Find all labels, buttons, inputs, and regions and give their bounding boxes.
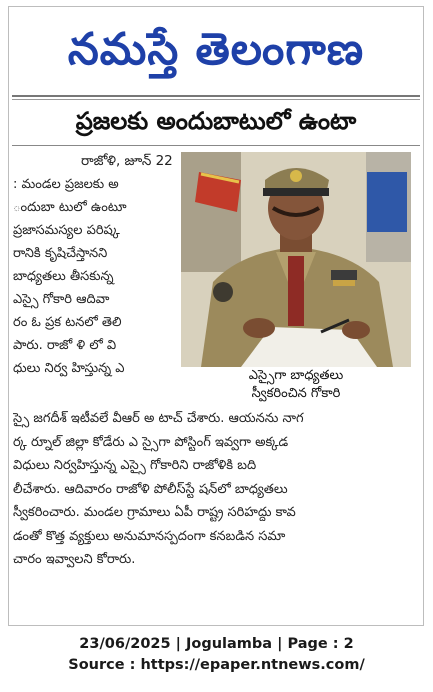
text-line: స్సై జగదీశ్ ఇటీవలే వీఆర్ అ టాచ్ చేశారు. ఆయనను నాగ	[13, 411, 304, 426]
text-line: ర్క ర్నూల్ జిల్లా కోడేరు ఎ స్సైగా పోస్టింగ్ ఇవ్వగా అక్కడ	[13, 434, 289, 450]
article-dateline: రాజోళి, జూన్ 22	[81, 153, 173, 169]
text-line: చారం ఇవ్వాలని కోరారు.	[13, 552, 136, 567]
text-line: లీచేశారు. ఆదివారం రాజోళి పోలీస్‌స్టే షన్‌లో బాధ్యతలు	[13, 481, 288, 497]
text-line: స్వీకరించారు. మండల గ్రామాలు ఏపీ రాష్ట్ర సరిహద్దు కావ	[13, 505, 296, 520]
text-line: రానికి కృషిచేస్తానని	[13, 246, 108, 261]
text-line: డంతో కొత్త వ్యక్తులు అనుమానస్పదంగా కనబడిన సమా	[13, 528, 286, 544]
text-line: పారు. రాజో ళి లో వి	[13, 338, 117, 353]
photo-caption-line: ఎస్సైగా బాధ్యతలు	[248, 368, 344, 383]
text-line: రం ఓ ప్రక టనలో తెలి	[13, 315, 122, 330]
text-line: ందుబా టులో ఉంటూ	[13, 200, 127, 215]
article-body-text	[13, 407, 417, 572]
article-column-text	[13, 173, 173, 380]
text-line: విధులు నిర్వహిస్తున్న ఎస్సై గోకారిని రాజోళికి బది	[13, 458, 257, 473]
footer-source: Source : https://epaper.ntnews.com/	[68, 657, 365, 673]
article-headline: ప్రజలకు అందుబాటులో ఉంటా	[75, 107, 357, 135]
masthead-rule-thin	[12, 99, 420, 100]
text-line: : మండల ప్రజలకు అ	[13, 177, 119, 192]
masthead-rule	[12, 95, 420, 97]
officer-photo	[181, 152, 411, 367]
photo-caption-line: స్వీకరించిన గోకారి	[251, 386, 341, 401]
footer-edition-info: 23/06/2025 | Jogulamba | Page : 2	[79, 636, 354, 652]
text-line: ధులు నిర్వ హిస్తున్న ఎ	[13, 361, 125, 376]
text-line: ప్రజాసమస్యల పరిష్క	[13, 223, 120, 238]
photo-caption	[181, 367, 411, 409]
headline-rule	[12, 145, 420, 146]
text-line: ఎస్సై గోకారి ఆదివా	[13, 292, 110, 307]
newspaper-clipping	[8, 6, 424, 626]
masthead-title: నమస్తే తెలంగాణ	[67, 24, 365, 75]
officer-photo-illustration	[181, 152, 411, 367]
text-line: బాధ్యతలు తీసకున్న	[13, 269, 114, 284]
